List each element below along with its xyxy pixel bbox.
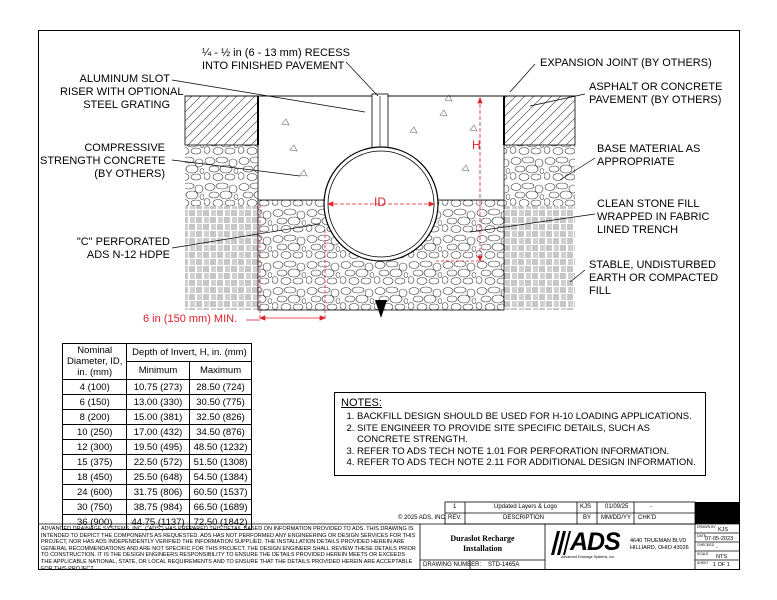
- pipe-label-line2: ADS N-12 HDPE: [86, 249, 170, 261]
- cell-max: 34.50 (876): [189, 425, 252, 440]
- ads-logo-text: ADS: [570, 528, 620, 556]
- cell-diameter: 6 (150): [63, 395, 127, 410]
- diam-header-1: Nominal: [77, 345, 113, 356]
- pipe-label-line1: "C" PERFORATED: [76, 236, 170, 248]
- copyright: © 2025 ADS, INC.: [398, 515, 447, 521]
- earth-label-line3: FILL: [589, 285, 612, 297]
- slot-label-line2: RISER WITH OPTIONAL: [60, 86, 184, 98]
- cell-max: 30.50 (775): [189, 395, 252, 410]
- sheet-value: 1 OF 1: [713, 562, 730, 568]
- checked-value: -: [716, 545, 718, 551]
- ads-logo-mark: [549, 531, 571, 555]
- cell-diameter: 36 (900): [63, 515, 127, 530]
- cell-diameter: 15 (375): [63, 455, 127, 470]
- base-label-line1: BASE MATERIAL AS: [597, 143, 701, 155]
- dim-h-label: H: [472, 138, 481, 152]
- drawing-title-line1: Duraslot Recharge: [450, 534, 515, 543]
- drawing-number: STD-1465A: [488, 562, 520, 568]
- slot-label-line3: STEEL GRATING: [83, 99, 170, 111]
- recess-callout-line2: INTO FINISHED PAVEMENT: [202, 60, 345, 72]
- stone-label-line1: CLEAN STONE FILL: [597, 198, 700, 210]
- cell-min: 17.00 (432): [127, 425, 189, 440]
- rev-number: 1: [453, 504, 457, 510]
- address-line2: HILLIARD, OHIO 43026: [630, 545, 689, 551]
- cell-diameter: 4 (100): [63, 380, 127, 395]
- notes-title: NOTES:: [341, 397, 382, 409]
- rev-description: Updated Layers & Logo: [494, 504, 558, 510]
- rev-date: 01/09/25: [605, 504, 629, 510]
- date-label: DATE: [697, 534, 707, 538]
- cell-max: 48.50 (1232): [189, 440, 252, 455]
- expansion-joint-label: EXPANSION JOINT (BY OTHERS): [540, 57, 712, 69]
- diam-header-3: in. (mm): [77, 367, 113, 378]
- note-item: 2. SITE ENGINEER TO PROVIDE SITE SPECIFIC DETAILS, SUCH AS CONCRETE STRENGTH.: [357, 423, 699, 446]
- recess-fraction: ¼ - ½: [202, 47, 231, 59]
- ads-logo: [549, 528, 629, 560]
- header-checked: CHK'D: [638, 515, 657, 521]
- cell-min: 22.50 (572): [127, 455, 189, 470]
- scale-value: NTS: [716, 554, 727, 560]
- cell-diameter: 12 (300): [63, 440, 127, 455]
- cell-max: 60.50 (1537): [189, 485, 252, 500]
- drawing-title: [420, 534, 545, 554]
- header-date: MM/DD/YY: [601, 515, 631, 521]
- recess-callout-text: in (6 - 13 mm) RECESS: [230, 47, 350, 59]
- note-item: 1. BACKFILL DESIGN SHOULD BE USED FOR H-10 LOADING APPLICATIONS.: [357, 411, 699, 423]
- cell-max: 54.50 (1384): [189, 470, 252, 485]
- slot-label-line1: ALUMINUM SLOT: [79, 73, 170, 85]
- cell-max: 28.50 (724): [189, 380, 252, 395]
- dim-id-label: ID: [374, 195, 386, 209]
- rev-by: KJS: [580, 504, 592, 510]
- cell-min: 15.00 (381): [127, 410, 189, 425]
- disclaimer-text: ADVANCED DRAINAGE SYSTEMS, INC. ("ADS") HAS PREPARED THIS DETAIL BASED ON INFORMATION PROVIDED TO ADS. THIS DRAWING IS INTENDED TO DEPICT THE COMPONENTS AS REQUESTED. ADS HAS NOT PERFORMED ANY ENGINEERING OR DESIGN SERVICES FOR THIS PROJECT, NOR HAS ADS INDEPENDENTLY VERIFIED THE INFORMATION SUPPLIED. THE INSTALLATION DETAILS PROVIDED HEREIN ARE GENERAL RECOMMENDATIONS AND ARE NOT SPECIFIC FOR THIS PROJECT. THE DESIGN ENGINEER SHALL REVIEW THESE DETAILS PRIOR TO CONSTRUCTION. IT IS THE DESIGN ENGINEERS RESPONSIBILITY TO ENSURE THE DETAILS PROVIDED HEREIN MEETS OR EXCEEDS THE APPLICABLE NATIONAL, STATE, OR LOCAL REQUIREMENTS AND TO ENSURE THAT THE DETAILS PROVIDED HEREIN ARE ACCEPTABLE FOR THIS PROJECT.: [41, 526, 416, 572]
- col-max-header: Maximum: [189, 362, 252, 380]
- cell-min: 10.75 (273): [127, 380, 189, 395]
- cell-diameter: 10 (250): [63, 425, 127, 440]
- earth-label-line2: EARTH OR COMPACTED: [589, 272, 719, 284]
- cell-min: 38.75 (984): [127, 500, 189, 515]
- asphalt-label-line1: ASPHALT OR CONCRETE: [589, 81, 723, 93]
- note-item: 3. REFER TO ADS TECH NOTE 1.01 FOR PERFORATION INFORMATION.: [357, 446, 699, 458]
- address-line1: 4640 TRUEMAN BLVD: [630, 538, 687, 544]
- diam-header-2: Diameter, ID,: [67, 356, 123, 367]
- cell-min: 19.50 (495): [127, 440, 189, 455]
- drawn-by: KJS: [718, 527, 729, 533]
- concrete-label-line3: (BY OTHERS): [94, 168, 165, 180]
- ads-logo-subtitle: Advanced Drainage Systems, Inc.: [561, 555, 616, 559]
- cell-max: 32.50 (826): [189, 410, 252, 425]
- drawing-title-line2: Installation: [462, 544, 503, 553]
- stone-label-line2: WRAPPED IN FABRIC: [597, 211, 710, 223]
- cell-max: 72.50 (1842): [189, 515, 252, 530]
- company-address: [630, 538, 689, 552]
- cell-min: 44.75 (1137): [127, 515, 189, 530]
- header-description: DESCRIPTION: [503, 515, 545, 521]
- drawing-number-label: DRAWING NUMBER:: [423, 562, 482, 568]
- asphalt-label-line2: PAVEMENT (BY OTHERS): [589, 94, 722, 106]
- cell-max: 66.50 (1689): [189, 500, 252, 515]
- cell-diameter: 24 (600): [63, 485, 127, 500]
- concrete-label-line1: COMPRESSIVE: [84, 142, 165, 154]
- concrete-label-line2: STRENGTH CONCRETE: [40, 155, 166, 167]
- base-label-line2: APPROPRIATE: [597, 156, 675, 168]
- min-clearance-label: 6 in (150 mm) MIN.: [143, 313, 238, 325]
- drawn-by-label: DRAWN BY: [697, 525, 716, 529]
- scale-label: SCALE: [697, 552, 709, 556]
- col-min-header: Minimum: [127, 362, 189, 380]
- col-depth-header: Depth of Invert, H, in. (mm): [127, 344, 252, 362]
- cell-diameter: 8 (200): [63, 410, 127, 425]
- cell-diameter: 30 (750): [63, 500, 127, 515]
- cell-max: 51.50 (1308): [189, 455, 252, 470]
- stone-label-line3: LINED TRENCH: [597, 224, 679, 236]
- date-value: 07-05-2023: [705, 536, 734, 542]
- cell-min: 25.50 (648): [127, 470, 189, 485]
- header-by: BY: [583, 515, 592, 521]
- sheet-label: SHEET: [697, 561, 709, 565]
- header-rev: REV.: [448, 515, 462, 521]
- cell-diameter: 18 (450): [63, 470, 127, 485]
- earth-label-line1: STABLE, UNDISTURBED: [589, 259, 716, 271]
- cell-min: 31.75 (806): [127, 485, 189, 500]
- note-item: 4. REFER TO ADS TECH NOTE 2.11 FOR ADDITIONAL DESIGN INFORMATION.: [357, 457, 699, 469]
- checked-label: CHECKED: [697, 543, 715, 547]
- rev-checked: -: [650, 504, 652, 510]
- cell-min: 13.00 (330): [127, 395, 189, 410]
